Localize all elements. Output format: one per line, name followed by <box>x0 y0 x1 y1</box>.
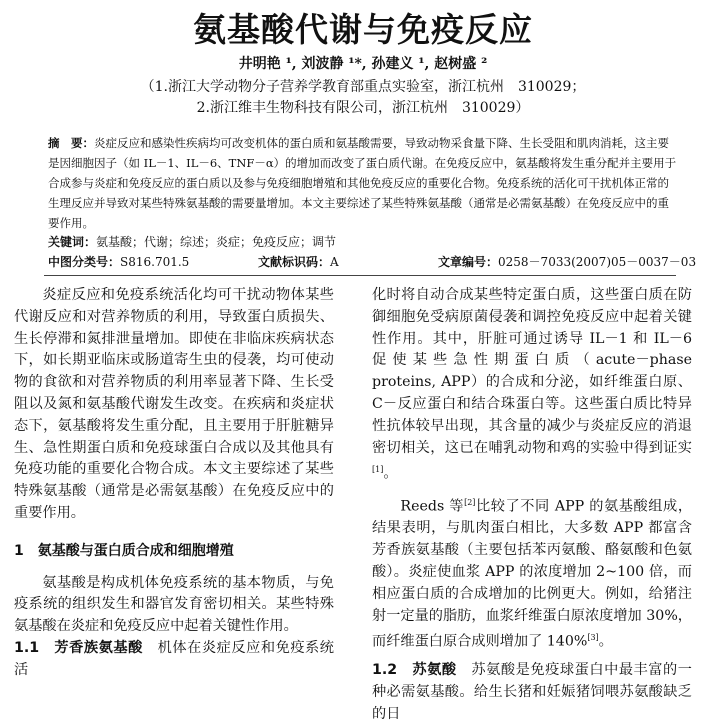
subsection-1-1 <box>14 638 334 682</box>
article-number <box>438 253 696 271</box>
doc-code-value: A <box>330 255 339 269</box>
reeds-paragraph-text: 比较了不同 APP 的氨基酸组成，结果表明，与肌肉蛋白相比，大多数 APP 都富含芳香族氨基酸（主要包括苯丙氨酸、酪氨酸和色氨酸）。炎症使血浆 APP 的浓度增加 2~100 倍，而相应蛋白质的合成增加的比例更大。例如，给猪注射一定量的脂肪，血浆纤维蛋白原浓度增加 30%，而纤维蛋白原合成则增加了 140% <box>372 498 693 651</box>
right-column <box>372 285 692 725</box>
abstract-text: 炎症反应和感染性疾病均可改变机体的蛋白质和氨基酸需要，导致动物采食量下降、生长受阻和肌肉消耗，这主要是因细胞因子（如 IL－1、IL－6、TNF－α）的增加而改变了蛋白质代谢。在免疫反应中，氨基酸将发生重分配并主要用于合成参与炎症和免疫反应的蛋白质以及参与免疫细胞增殖和其他免疫反应的重要化合物。免疫系统的活化可干扰机体正常的生理反应并导致对某些特殊氨基酸的需要量增加。本文主要综述了某些特殊氨基酸（通常是必需氨基酸）在免疫反应中的重要作用。 <box>48 136 677 230</box>
keywords <box>48 233 678 251</box>
affiliation-1: （1.浙江大学动物分子营养学教育部重点实验室，浙江杭州 310029； <box>140 79 586 95</box>
reeds-paragraph-end: 。 <box>598 634 613 651</box>
subsection-1-2-text: 苏氨酸是免疫球蛋白中最丰富的一种必需氨基酸。给生长猪和妊娠猪饲喂苏氨酸缺乏的日 <box>372 661 692 722</box>
doc-code-label: 文献标识码： <box>258 255 331 269</box>
section-heading-1: 1 氨基酸与蛋白质合成和细胞增殖 <box>14 542 234 559</box>
abstract <box>48 133 678 233</box>
continued-paragraph <box>372 285 692 486</box>
abstract-label: 摘 要： <box>48 136 94 150</box>
paper-title: 氨基酸代谢与免疫反应 <box>193 10 533 49</box>
document-code <box>258 253 339 271</box>
subsection-1-1-text: 机体在炎症反应和免疫系统活 <box>14 639 334 678</box>
reeds-paragraph <box>372 492 692 654</box>
reeds-paragraph-start: Reeds 等 <box>400 498 465 515</box>
citation-2: [2] <box>464 497 476 507</box>
left-column <box>14 285 334 682</box>
clc-value: S816.701.5 <box>120 255 190 269</box>
subsection-1-2 <box>372 660 692 725</box>
affiliation-2: 2.浙江维丰生物科技有限公司，浙江杭州 310029） <box>196 100 530 116</box>
subsection-1-2-heading: 1.2 苏氨酸 <box>372 661 457 678</box>
continued-paragraph-end: 。 <box>383 466 398 483</box>
clc-number <box>48 253 189 271</box>
section-1-paragraph: 氨基酸是构成机体免疫系统的基本物质，与免疫系统的组织发生和器官发育密切相关。某些特殊氨基酸在炎症和免疫反应中起着关键性作用。 <box>14 574 334 635</box>
article-no-value: 0258－7033(2007)05－0037－03 <box>498 255 697 269</box>
subsection-1-1-heading: 1.1 芳香族氨基酸 <box>14 639 143 656</box>
clc-label: 中图分类号： <box>48 255 121 269</box>
continued-paragraph-text: 化时将自动合成某些特定蛋白质，这些蛋白质在防御细胞免受病原菌侵袭和调控免疫反应中起着关键性作用。其中，肝脏可通过诱导 IL－1 和 IL－6 促使某些急性期蛋白质（acute－phase proteins, APP）的合成和分泌，如纤维蛋白原、C－反应蛋白和结合珠蛋白等。这些蛋白质比特异性抗体较早出现，其含量的减少与炎症反应的消退密切相关，这已在哺乳动物和鸡的实验中得到证实 <box>372 287 692 456</box>
authors: 井明艳 ¹, 刘波静 ¹*, 孙建义 ¹, 赵树盛 ² <box>238 56 488 72</box>
article-no-label: 文章编号： <box>438 255 499 269</box>
keywords-label: 关键词： <box>48 235 97 249</box>
intro-paragraph: 炎症反应和免疫系统活化均可干扰动物体某些代谢反应和对营养物质的利用，导致蛋白质损失、生长停滞和氮排泄量增加。即使在非临床疾病状态下，如长期亚临床或肠道寄生虫的侵袭，均可使动物的食欲和对营养物质的利用率显著下降、生长受阻以及氮和氨基酸代谢发生改变。在疾病和炎症状态下，氨基酸将发生重分配，且主要用于肝脏糖异生、急性期蛋白质和免疫球蛋白合成以及其他具有免疫功能的重要化合物合成。本文主要综述了某些特殊氨基酸（通常是必需氨基酸）在免疫反应中的重要作用。 <box>14 287 334 521</box>
header-divider <box>44 275 676 276</box>
citation-3: [3] <box>587 633 599 643</box>
keywords-text: 氨基酸；代谢；综述；炎症；免疫反应；调节 <box>96 235 337 249</box>
citation-1: [1] <box>372 465 384 475</box>
